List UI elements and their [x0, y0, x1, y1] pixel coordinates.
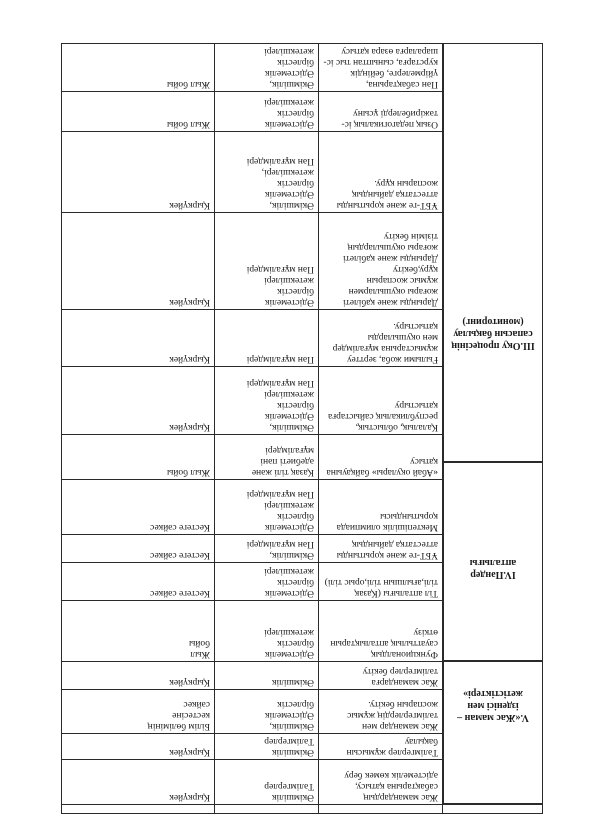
deadline-cell: Қыркүйек: [169, 354, 210, 364]
responsible-cell: Әдістемелік бірлестік жетекшілері Пән мұғалімдері: [214, 480, 318, 534]
activity-cell: Функционалдық сауаттылық апталықтарын өткізу: [318, 601, 442, 661]
deadline-cell: Кестеге сәйкес: [150, 588, 210, 598]
responsible-cell: Әкімшілік Тәлімгерлер: [214, 734, 318, 759]
responsible-cell: Әкімшілік, Пән мұғалімдері: [214, 535, 318, 562]
deadline-cell: Қыркүйек: [169, 747, 210, 757]
activity-cell: ҰБТ-ге және қорытынды аттестатқа дайындық: [318, 535, 442, 562]
section-heading: V.«Жас маман – ізденісі мен жетістіктері»: [443, 661, 543, 804]
deadline-cell: [60, 805, 214, 813]
table-row: [61, 804, 543, 814]
responsible-cell: [214, 805, 318, 813]
responsible-cell: Әкімшілік, Әдістемелік бірлестік жетекшілері: [214, 44, 318, 91]
deadline-cell: Кестеге сәйкес: [150, 522, 210, 532]
deadline-cell: Қыркүйек: [169, 677, 210, 687]
activity-cell: Жас мамандар мен тәлімгерлердің жұмыс жоспарын бекіту.: [318, 690, 442, 733]
responsible-cell: Әкімшілік, Әдістемелік бірлестік жетекшілері Пән мұғалімдері: [214, 367, 318, 434]
section-cell: [442, 805, 542, 813]
deadline-cell: Білім бөлімінің кестесіне сәйкес: [147, 699, 210, 731]
section-heading: III.Оқу процесінің сапасын бақылау (мониторинг): [443, 43, 543, 462]
responsible-cell: Пән мұғалімдері: [214, 310, 318, 366]
activity-cell: Тәлімгерлер жұмысын бақылау: [318, 734, 442, 759]
activity-cell: [318, 805, 442, 813]
deadline-cell: Қыркүйек: [169, 297, 210, 307]
activity-cell: «Абай оқулары» байқауына қатысу: [318, 435, 442, 479]
deadline-cell: Қыркүйек: [169, 422, 210, 432]
activity-cell: ҰБТ-ге және қорытынды аттестатқа дайындық жоспарын құру.: [318, 132, 442, 212]
responsible-cell: Әкімшілік Тәлімгерлер: [214, 760, 318, 804]
activity-cell: Жас мамандардың сабақтарына қатысу, әдістемелік көмек беру: [318, 760, 442, 804]
activity-cell: Озық педагогикалық іс-тәжірибелерді ұсыну: [318, 92, 442, 131]
activity-cell: Ғылыми жоба, зерттеу жұмыстарына мұғалімдер мен оқушыларды қатыстыру.: [318, 310, 442, 366]
activity-cell: Тіл апталығы (Қазақ тілі,ағылшын тілі,орыс тілі): [318, 563, 442, 600]
deadline-cell: Қыркүйек: [169, 200, 210, 210]
responsible-cell: Әдістемелік бірлестік жетекшілері: [214, 563, 318, 600]
deadline-cell: Жыл бойы: [166, 119, 210, 129]
deadline-cell: Жыл бойы: [166, 79, 210, 89]
deadline-cell: Жыл бойы: [166, 467, 210, 477]
activity-cell: Қалалық, облыстық, республикалық сайыстарға қатыстыру: [318, 367, 442, 434]
responsible-cell: Әкімшілік: [214, 662, 318, 689]
activity-cell: Мектепішілік олимпиада қорытындысы: [318, 480, 442, 534]
deadline-cell: Кестеге сәйкес: [150, 550, 210, 560]
plan-table: [61, 43, 543, 814]
activity-cell: Жас мамандарға тәлімгерлер бекіту: [318, 662, 442, 689]
deadline-cell: Жыл бойы: [188, 638, 210, 659]
responsible-cell: Әдістемелік бірлестік жетекшілері: [214, 92, 318, 131]
responsible-cell: Әдістемелік бірлестік жетекшілері: [214, 601, 318, 661]
activity-cell: Дарынды және қабілеті жоғары оқушылармен жұмыс жоспарын құру,бекіту Дарынды және қабілеті жоғары оқушылардың тізімін бекіту: [318, 213, 442, 309]
activity-cell: Пән сабақтарына, үйірмелерге, бейіндік курстарға, сыныптан тыс іс-шараларға өзара қатысу: [318, 44, 442, 91]
responsible-cell: Әкімшілік, Әдістемелік бірлестік жетекшілері, Пән мұғалімдері: [214, 132, 318, 212]
responsible-cell: Қазақ тілі және әдебиеті пәні мұғалімдері: [214, 435, 318, 479]
responsible-cell: Әкімшілік, Әдістемелік бірлестік: [214, 690, 318, 733]
section-heading: IV.Пәндер апталығы: [443, 462, 543, 661]
responsible-cell: Әдістемелік бірлестік жетекшілері Пән мұғалімдері: [214, 213, 318, 309]
deadline-cell: Қыркүйек: [169, 792, 210, 802]
